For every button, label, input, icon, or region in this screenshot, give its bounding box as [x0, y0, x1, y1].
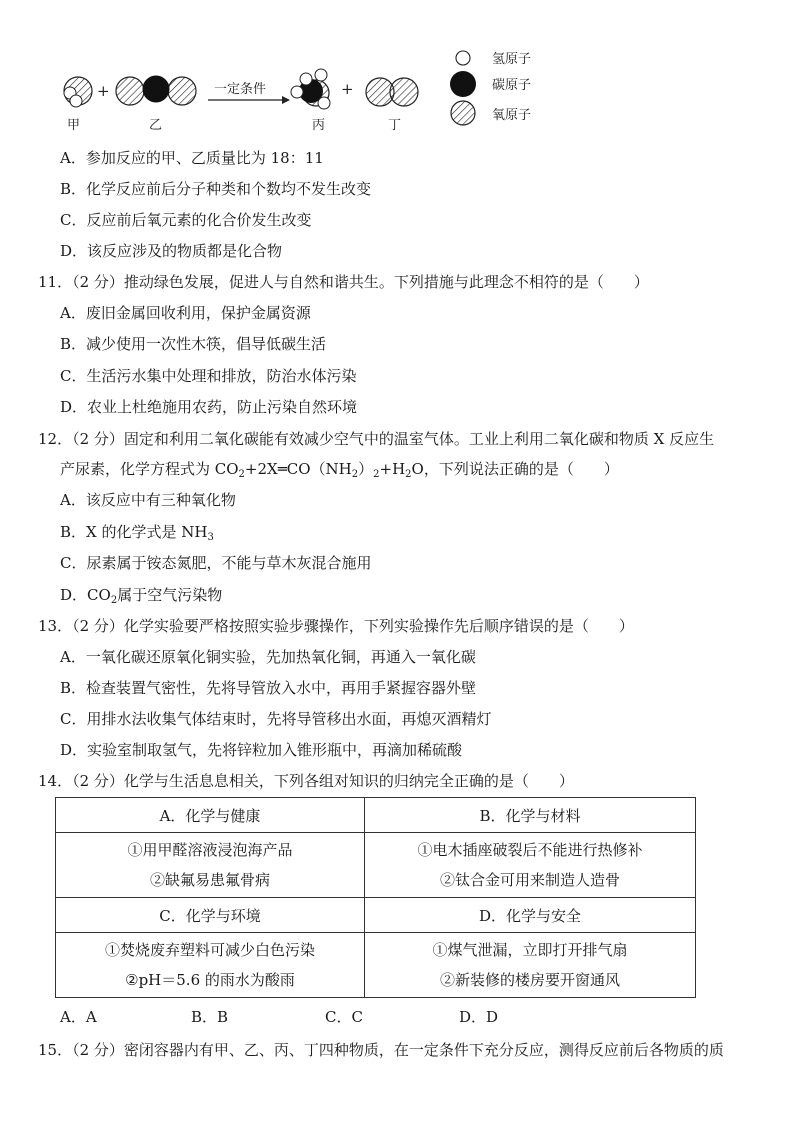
q12-stem-part: +2X═CO（NH — [244, 460, 352, 478]
label-bing: 丙 — [312, 118, 326, 133]
q11-option-b: B．减少使用一次性木筷，倡导低碳生活 — [60, 335, 327, 353]
q13-option-b: B．检查装置气密性，先将导管放入水中，再用手紧握容器外壁 — [60, 679, 477, 697]
q13-stem: 13．（2 分）化学实验要严格按照实验步骤操作，下列实验操作先后顺序错误的是（ ） — [38, 617, 634, 635]
legend-c-label: 碳原子 — [492, 78, 532, 93]
q10-option-a: A．参加反应的甲、乙质量比为 18：11 — [60, 149, 324, 167]
q14-options — [60, 1007, 498, 1027]
q14-table — [55, 797, 696, 998]
legend-o-icon — [451, 101, 475, 125]
legend-h-label: 氢原子 — [492, 52, 532, 67]
cell-b-item2: ②钛合金可用来制造人造骨 — [440, 871, 621, 889]
q14-option-b: B．B — [191, 1008, 229, 1026]
q10-option-b: B．化学反应前后分子种类和个数均不发生改变 — [60, 180, 372, 198]
q11-option-c: C．生活污水集中处理和排放，防治水体污染 — [60, 367, 357, 385]
plus-sign-1: + — [97, 82, 110, 100]
molecule-jia — [64, 77, 92, 107]
q11-stem: 11．（2 分）推动绿色发展，促进人与自然和谐共生。下列措施与此理念不相符的是（ ） — [38, 273, 649, 291]
cell-b-head: B．化学与材料 — [365, 798, 696, 833]
q12-option-d-text: D．CO — [60, 586, 111, 604]
q12-option-d-subscript: 2 — [110, 595, 118, 606]
cell-a-item1: ①用甲醛溶液浸泡海产品 — [127, 841, 293, 859]
q12-option-d — [60, 585, 222, 611]
molecule-ding — [366, 78, 418, 106]
label-yi: 乙 — [149, 118, 163, 133]
reaction-condition: 一定条件 — [214, 82, 267, 97]
arrow-head — [282, 96, 290, 104]
q11-option-d: D．农业上杜绝施用农药，防止污染自然环境 — [60, 398, 358, 416]
cell-b-item1: ①电木插座破裂后不能进行热修补 — [417, 841, 643, 859]
q11-option-a: A．废旧金属回收利用，保护金属资源 — [60, 304, 311, 322]
q12-stem-part: O，下列说法正确的是（ ） — [411, 460, 619, 478]
q12-option-b — [60, 522, 214, 548]
q12-stem-part: +H — [379, 460, 406, 478]
cell-c-head: C．化学与环境 — [56, 898, 365, 933]
q12-option-b-text: B．X 的化学式是 NH — [60, 523, 208, 541]
q15-stem: 15．（2 分）密闭容器内有甲、乙、丙、丁四种物质，在一定条件下充分反应，测得反应前后各物质的质 — [38, 1041, 724, 1059]
q13-option-c: C．用排水法收集气体结束时，先将导管移出水面，再熄灭酒精灯 — [60, 710, 492, 728]
cell-d-item2: ②新装修的楼房要开窗通风 — [440, 971, 621, 989]
q14-option-c: C．C — [325, 1008, 363, 1026]
molecule-yi — [116, 76, 196, 105]
q12-subscript: 2 — [373, 469, 380, 480]
cell-d-item1: ①煤气泄漏，立即打开排气扇 — [432, 941, 628, 959]
label-jia: 甲 — [67, 118, 81, 133]
q12-stem-line2 — [60, 459, 619, 485]
q13-option-a: A．一氧化碳还原氧化铜实验，先加热氧化铜，再通入一氧化碳 — [60, 648, 476, 666]
cell-d-head: D．化学与安全 — [365, 898, 696, 933]
q13-option-d: D．实验室制取氢气，先将锌粒加入锥形瓶中，再滴加稀硫酸 — [60, 741, 463, 759]
molecule-bing — [291, 69, 330, 109]
q12-option-a: A．该反应中有三种氧化物 — [60, 491, 236, 509]
cell-d-body — [365, 933, 696, 998]
q12-subscript: 2 — [405, 469, 412, 480]
q14-option-a: A．A — [60, 1008, 97, 1026]
cell-c-body — [56, 933, 365, 998]
q12-option-b-subscript: 3 — [207, 532, 214, 543]
legend-c-icon — [450, 71, 476, 97]
q14-option-d: D．D — [459, 1008, 499, 1026]
q12-stem-line1: 12．（2 分）固定和利用二氧化碳能有效减少空气中的温室气体。工业上利用二氧化碳和物质 X 反应生 — [38, 430, 715, 448]
q12-option-c: C．尿素属于铵态氮肥，不能与草木灰混合施用 — [60, 554, 372, 572]
cell-a-item2: ②缺氟易患氟骨病 — [150, 871, 271, 889]
cell-a-head: A．化学与健康 — [56, 798, 365, 833]
cell-b-body — [365, 833, 696, 898]
q12-subscript: 2 — [238, 469, 245, 480]
q10-option-d: D．该反应涉及的物质都是化合物 — [60, 242, 283, 260]
cell-c-item1: ①焚烧废弃塑料可减少白色污染 — [105, 941, 316, 959]
reaction-diagram — [0, 0, 794, 140]
cell-a-body — [56, 833, 365, 898]
label-ding: 丁 — [388, 118, 402, 133]
cell-c-item2: ②pH＝5.6 的雨水为酸雨 — [125, 971, 295, 989]
q12-subscript: 2 — [351, 469, 359, 480]
q14-stem: 14．（2 分）化学与生活息息相关，下列各组对知识的归纳完全正确的是（ ） — [38, 772, 574, 790]
legend-h-icon — [456, 51, 470, 65]
legend-o-label: 氧原子 — [492, 108, 532, 123]
q10-option-c: C．反应前后氧元素的化合价发生改变 — [60, 211, 312, 229]
q12-stem-part: 产尿素，化学方程式为 CO — [60, 460, 239, 478]
q12-option-d-text2: 属于空气污染物 — [117, 586, 223, 604]
q12-stem-part: ） — [358, 460, 374, 478]
plus-sign-2: + — [341, 80, 354, 98]
